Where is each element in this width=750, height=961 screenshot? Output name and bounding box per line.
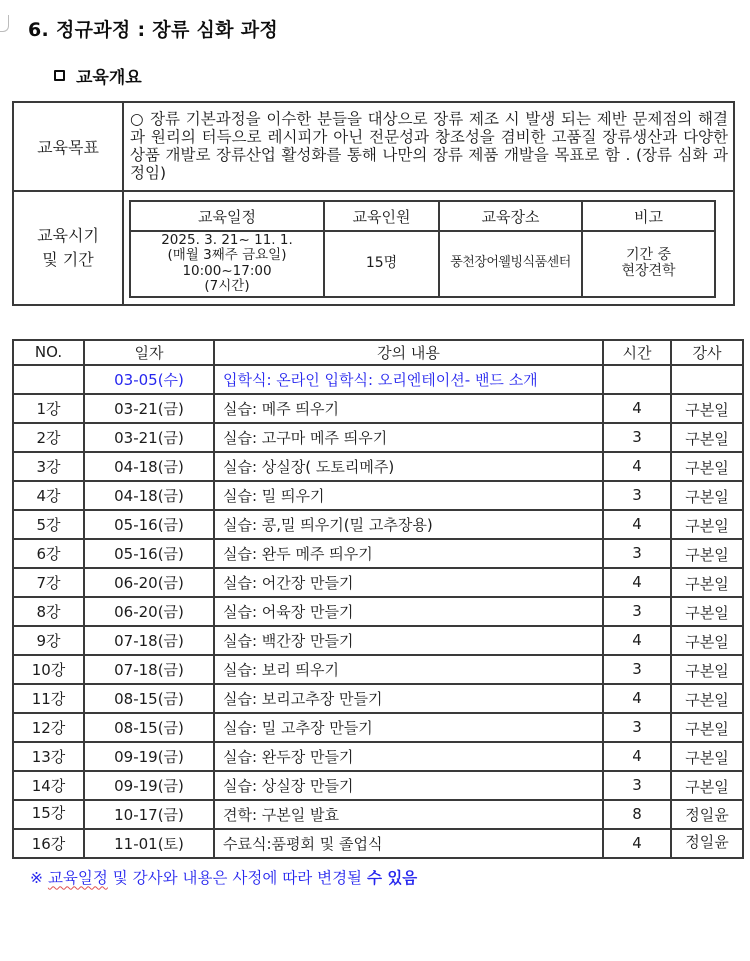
table-row	[13, 800, 743, 829]
lecture-no-cell: 7강	[13, 568, 84, 597]
lecture-date-cell: 11-01(토)	[84, 829, 214, 858]
change-notice-underlined-word: 교육일정	[47, 868, 108, 887]
lecture-date-cell: 03-21(금)	[84, 394, 214, 423]
lecture-instructor-cell: 구본일	[671, 713, 743, 742]
table-row	[13, 423, 743, 452]
lecture-no-cell	[13, 365, 84, 394]
schedule-people-cell: 15명	[324, 231, 439, 297]
lecture-hours-cell	[603, 365, 671, 394]
lecture-date-cell: 10-17(금)	[84, 800, 214, 829]
lecture-header-instructor: 강사	[671, 340, 743, 365]
lecture-date-cell: 09-19(금)	[84, 771, 214, 800]
lecture-content-cell: 실습: 어육장 만들기	[214, 597, 603, 626]
lecture-hours-cell: 3	[603, 771, 671, 800]
lecture-header-date: 일자	[84, 340, 214, 365]
lecture-hours-cell: 4	[603, 452, 671, 481]
lecture-date-cell: 05-16(금)	[84, 539, 214, 568]
goal-row	[13, 102, 734, 191]
schedule-header-place: 교육장소	[439, 201, 582, 231]
lecture-content-cell: 실습: 상실장 만들기	[214, 771, 603, 800]
reference-mark-icon: ※	[30, 868, 43, 887]
table-row	[13, 829, 743, 858]
schedule-header-dates: 교육일정	[130, 201, 324, 231]
lecture-date-cell: 08-15(금)	[84, 684, 214, 713]
period-label-cell	[13, 191, 123, 305]
lecture-hours-cell: 8	[603, 800, 671, 829]
lecture-date-cell: 06-20(금)	[84, 597, 214, 626]
schedule-header-people: 교육인원	[324, 201, 439, 231]
lecture-instructor-cell: 구본일	[671, 626, 743, 655]
cropped-window-corner	[0, 15, 9, 32]
lecture-content-cell: 실습: 완두장 만들기	[214, 742, 603, 771]
lecture-no-cell: 5강	[13, 510, 84, 539]
table-row	[13, 481, 743, 510]
lecture-content-cell: 실습: 메주 띄우기	[214, 394, 603, 423]
period-row	[13, 191, 734, 305]
lecture-content-cell: 실습: 밀 고추장 만들기	[214, 713, 603, 742]
lecture-no-cell: 12강	[13, 713, 84, 742]
lecture-hours-cell: 4	[603, 394, 671, 423]
lecture-no-cell: 11강	[13, 684, 84, 713]
period-label-line1: 교육시기	[37, 225, 99, 245]
lecture-hours-cell: 3	[603, 655, 671, 684]
lecture-hours-cell: 4	[603, 568, 671, 597]
lecture-table	[12, 339, 744, 859]
lecture-hours-cell: 4	[603, 829, 671, 858]
lecture-instructor-cell: 구본일	[671, 568, 743, 597]
lecture-content-cell: 수료식:품평회 및 졸업식	[214, 829, 603, 858]
lecture-date-cell: 07-18(금)	[84, 655, 214, 684]
lecture-date-cell: 06-20(금)	[84, 568, 214, 597]
table-row	[13, 394, 743, 423]
lecture-no-cell: 3강	[13, 452, 84, 481]
schedule-dates-line4: (7시간)	[204, 278, 250, 295]
section-heading	[54, 63, 750, 88]
table-row	[13, 713, 743, 742]
schedule-remark-line1: 기간 중	[625, 246, 672, 263]
square-bullet-icon	[54, 70, 65, 81]
table-row	[13, 684, 743, 713]
overview-table	[12, 101, 735, 306]
lecture-instructor-cell: 구본일	[671, 423, 743, 452]
lecture-instructor-cell: 정일윤	[671, 800, 743, 829]
lecture-content-cell: 실습: 밀 띄우기	[214, 481, 603, 510]
lecture-instructor-cell: 구본일	[671, 510, 743, 539]
lecture-instructor-cell	[671, 365, 743, 394]
lecture-date-cell: 04-18(금)	[84, 481, 214, 510]
lecture-hours-cell: 3	[603, 713, 671, 742]
lecture-no-cell: 4강	[13, 481, 84, 510]
change-notice-middle: 및 강사와 내용은 사정에 따라 변경될	[112, 868, 363, 887]
goal-text-cell: ○ 장류 기본과정을 이수한 분들을 대상으로 장류 제조 시 발생 되는 제반 문제점의 해결과 원리의 터득으로 레시피가 아닌 전문성과 창조성을 겸비한 고품질 장류생산과 다양한 상품 개발로 장류산업 활성화를 통해 나만의 장류 제품 개발을 목표로 함 . (장류 심화 과정임)	[123, 102, 734, 191]
lecture-hours-cell: 3	[603, 597, 671, 626]
table-row	[13, 452, 743, 481]
lecture-content-cell: 실습: 고구마 메주 띄우기	[214, 423, 603, 452]
lecture-no-cell: 13강	[13, 742, 84, 771]
lecture-instructor-cell: 구본일	[671, 655, 743, 684]
lecture-header-row	[13, 340, 743, 365]
lecture-date-cell: 08-15(금)	[84, 713, 214, 742]
lecture-no-cell: 9강	[13, 626, 84, 655]
table-row	[13, 510, 743, 539]
table-row	[13, 597, 743, 626]
lecture-header-no: NO.	[13, 340, 84, 365]
lecture-hours-cell: 3	[603, 539, 671, 568]
lecture-date-cell: 03-05(수)	[84, 365, 214, 394]
goal-label-cell: 교육목표	[13, 102, 123, 191]
schedule-dates-line3: 10:00~17:00	[182, 262, 272, 279]
lecture-date-cell: 07-18(금)	[84, 626, 214, 655]
table-row	[13, 539, 743, 568]
lecture-header-hours: 시간	[603, 340, 671, 365]
lecture-instructor-cell: 구본일	[671, 684, 743, 713]
lecture-no-cell: 1강	[13, 394, 84, 423]
schedule-dates-cell	[130, 231, 324, 297]
lecture-hours-cell: 3	[603, 423, 671, 452]
schedule-remark-cell	[582, 231, 715, 297]
lecture-instructor-cell: 정일윤	[671, 829, 743, 858]
lecture-content-cell: 실습: 상실장( 도토리메주)	[214, 452, 603, 481]
lecture-hours-cell: 4	[603, 510, 671, 539]
period-label-line2: 및 기간	[42, 249, 94, 269]
lecture-no-cell: 14강	[13, 771, 84, 800]
lecture-date-cell: 03-21(금)	[84, 423, 214, 452]
lecture-no-cell: 16강	[13, 829, 84, 858]
schedule-dates-line1: 2025. 3. 21~ 11. 1.	[161, 232, 293, 248]
schedule-table	[129, 200, 716, 298]
schedule-header-row	[130, 201, 715, 231]
lecture-content-cell: 실습: 완두 메주 띄우기	[214, 539, 603, 568]
lecture-date-cell: 04-18(금)	[84, 452, 214, 481]
table-row	[13, 568, 743, 597]
lecture-table-body	[13, 365, 743, 858]
lecture-instructor-cell: 구본일	[671, 539, 743, 568]
lecture-instructor-cell: 구본일	[671, 597, 743, 626]
lecture-instructor-cell: 구본일	[671, 452, 743, 481]
lecture-no-cell: 2강	[13, 423, 84, 452]
table-row	[13, 626, 743, 655]
period-schedule-cell	[123, 191, 734, 305]
schedule-value-row	[130, 231, 715, 297]
lecture-hours-cell: 4	[603, 742, 671, 771]
lecture-content-cell: 실습: 보리고추장 만들기	[214, 684, 603, 713]
lecture-no-cell: 8강	[13, 597, 84, 626]
lecture-hours-cell: 4	[603, 684, 671, 713]
lecture-instructor-cell: 구본일	[671, 742, 743, 771]
table-row	[13, 655, 743, 684]
page-title: 6. 정규과정 : 장류 심화 과정	[28, 19, 279, 41]
schedule-remark-line2: 현장견학	[621, 262, 676, 279]
lecture-date-cell: 05-16(금)	[84, 510, 214, 539]
table-row	[13, 365, 743, 394]
lecture-no-cell: 15강	[13, 800, 84, 829]
lecture-content-cell: 실습: 어간장 만들기	[214, 568, 603, 597]
lecture-hours-cell: 4	[603, 626, 671, 655]
table-row	[13, 742, 743, 771]
lecture-content-cell: 실습: 백간장 만들기	[214, 626, 603, 655]
lecture-header-content: 강의 내용	[214, 340, 603, 365]
lecture-instructor-cell: 구본일	[671, 771, 743, 800]
lecture-instructor-cell: 구본일	[671, 394, 743, 423]
lecture-content-cell: 실습: 콩,밀 띄우기(밀 고추장용)	[214, 510, 603, 539]
lecture-content-cell: 입학식: 온라인 입학식: 오리엔테이션- 밴드 소개	[214, 365, 603, 394]
schedule-dates-line2: (매월 3째주 금요일)	[167, 247, 287, 264]
lecture-no-cell: 10강	[13, 655, 84, 684]
lecture-content-cell: 실습: 보리 띄우기	[214, 655, 603, 684]
change-notice-bold-tail: 수 있음	[366, 868, 418, 887]
lecture-instructor-cell: 구본일	[671, 481, 743, 510]
lecture-content-cell: 견학: 구본일 발효	[214, 800, 603, 829]
lecture-no-cell: 6강	[13, 539, 84, 568]
schedule-place-cell: 풍천장어웰빙식품센터	[439, 231, 582, 297]
table-row	[13, 771, 743, 800]
change-notice	[30, 866, 750, 888]
lecture-date-cell: 09-19(금)	[84, 742, 214, 771]
schedule-header-remark: 비고	[582, 201, 715, 231]
lecture-hours-cell: 3	[603, 481, 671, 510]
section-title: 교육개요	[76, 68, 142, 88]
